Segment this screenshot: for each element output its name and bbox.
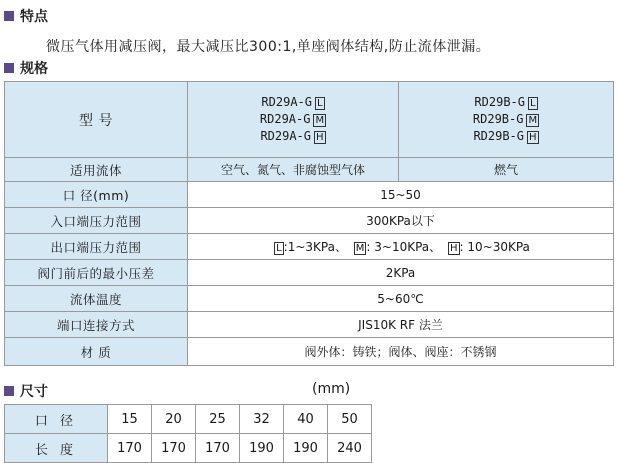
- model-b-2: RD29B-G M: [472, 112, 538, 126]
- outlet-label: 出口端压力范围: [5, 234, 188, 260]
- fluid-b-value: 燃气: [399, 158, 614, 182]
- model-b-1: RD29B-G L: [474, 95, 536, 109]
- features-heading: 特点: [4, 6, 48, 26]
- model-label: 型 号: [5, 82, 188, 158]
- bullet-square-icon: [4, 63, 14, 73]
- specs-heading: 规格: [4, 58, 48, 78]
- table-row: [5, 260, 614, 286]
- table-row: [5, 234, 614, 260]
- models-a-cell: [188, 82, 399, 158]
- diameter-label: 口 径(mm): [5, 182, 188, 208]
- features-text: 微压气体用减压阀，最大减压比300:1,单座阀体结构,防止流体泄漏。: [46, 39, 491, 55]
- specs-table: [4, 81, 614, 366]
- dimensions-heading: 尺寸: [4, 381, 48, 401]
- outlet-value: L :1~3KPa、 M : 3~10KPa、 H : 10~30KPa: [188, 234, 614, 260]
- temp-label: 流体温度: [5, 286, 188, 312]
- bullet-square-icon: [4, 386, 14, 396]
- material-label: 材 质: [5, 338, 188, 366]
- inlet-value: 300KPa以下: [188, 208, 614, 234]
- models-b-cell: [399, 82, 614, 158]
- min-diff-value: 2KPa: [188, 260, 614, 286]
- table-row: [5, 286, 614, 312]
- diameter-cell: 32: [240, 405, 284, 434]
- diameter-cell: 40: [284, 405, 328, 434]
- table-row: [5, 182, 614, 208]
- length-cell: 190: [240, 434, 284, 463]
- table-row: [5, 405, 372, 434]
- diameter-row-label: 口 径: [5, 405, 108, 434]
- diameter-value: 15~50: [188, 182, 614, 208]
- length-cell: 170: [152, 434, 196, 463]
- fluid-label: 适用流体: [5, 158, 188, 182]
- dimensions-unit: (mm): [312, 381, 351, 397]
- length-cell: 170: [196, 434, 240, 463]
- material-value: 阀外体：铸铁；阀体、阀座：不锈钢: [188, 338, 614, 366]
- length-cell: 170: [108, 434, 152, 463]
- inlet-label: 入口端压力范围: [5, 208, 188, 234]
- min-diff-label: 阀门前后的最小压差: [5, 260, 188, 286]
- table-row: [5, 434, 372, 463]
- model-b-3: RD29B-G H: [473, 129, 537, 143]
- length-row-label: 长 度: [5, 434, 108, 463]
- diameter-cell: 15: [108, 405, 152, 434]
- diameter-cell: 50: [328, 405, 372, 434]
- table-row: [5, 338, 614, 366]
- table-row: [5, 208, 614, 234]
- table-row: [5, 312, 614, 338]
- model-a-3: RD29A-G H: [260, 129, 324, 143]
- length-cell: 240: [328, 434, 372, 463]
- outlet-l-box: L: [276, 243, 282, 254]
- table-row: [5, 82, 614, 158]
- diameter-cell: 20: [152, 405, 196, 434]
- temp-value: 5~60℃: [188, 286, 614, 312]
- model-a-2: RD29A-G M: [259, 112, 325, 126]
- outlet-m-box: M: [355, 243, 365, 254]
- outlet-h-box: H: [450, 243, 458, 254]
- port-label: 端口连接方式: [5, 312, 188, 338]
- model-a-1: RD29A-G L: [261, 95, 323, 109]
- fluid-a-value: 空气、氮气、非腐蚀型气体: [188, 158, 399, 182]
- table-row: [5, 158, 614, 182]
- diameter-cell: 25: [196, 405, 240, 434]
- port-value: JIS10K RF 法兰: [188, 312, 614, 338]
- bullet-square-icon: [4, 11, 14, 21]
- length-cell: 190: [284, 434, 328, 463]
- dimensions-table: [4, 404, 372, 463]
